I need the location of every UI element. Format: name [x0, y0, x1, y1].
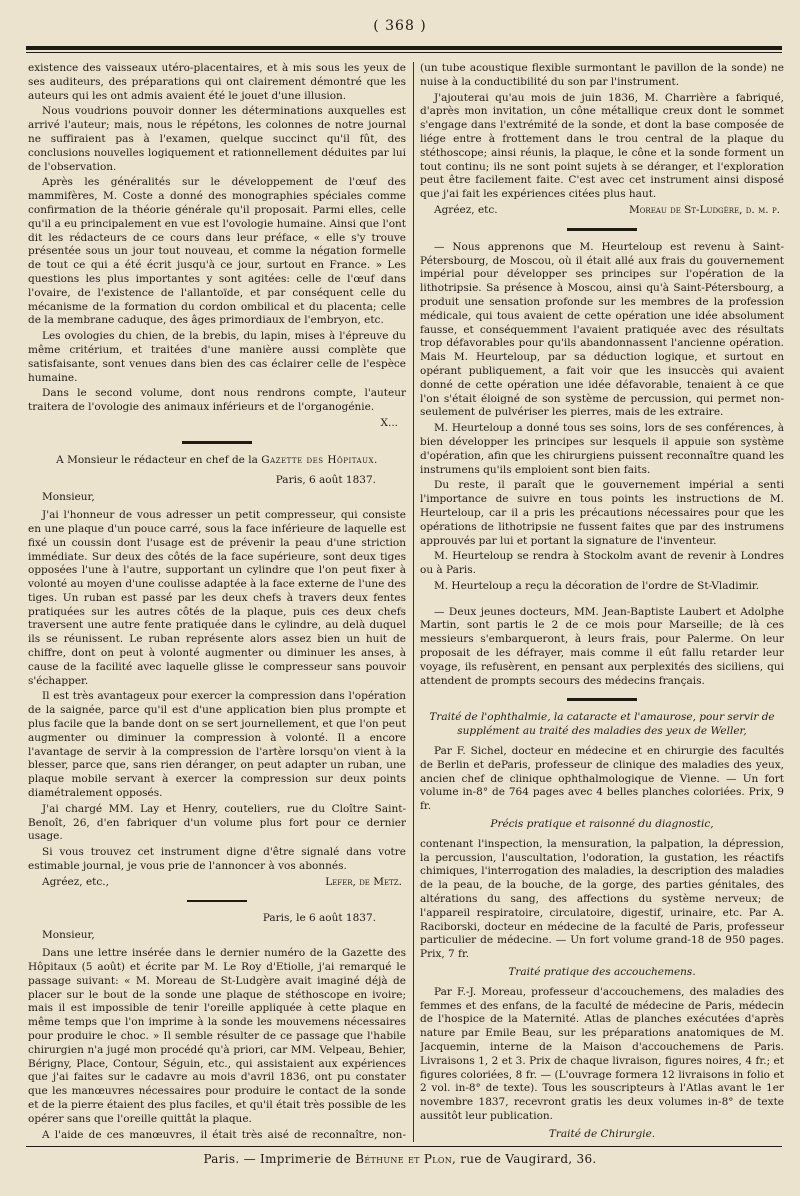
letter-date: Paris, 6 août 1837.	[275, 473, 376, 486]
page-number: ( 368 )	[373, 18, 427, 34]
paragraph: Dans une lettre insérée dans le dernier numéro de la Gazette des Hôpitaux (5 août) et écrite par M. Le Roy d'Etiolle, j'ai remarqué le passage suivant: « M. Moreau de St-Ludgère avait imaginé déjà de placer sur le bout de la sonde une plaque de stéthoscope en ivoire; mais il est impossible de tenir l'oreille appliquée à cette plaque en même temps que l'on imprime à la sonde les mouvemens nécessaires pour produire le choc. » Il semble résulter de ce passage que l'habile chirurgien n'a jugé mon procédé qu'à priori, car MM. Velpeau, Behier, Bérigny, Place, Contour, Séguin, etc., qui assistaient aux expériences que j'ai faites sur le cadavre au mois d'avril 1836, ont pu constater que les manœuvres nécessaires pour produire le contact de la sonde et de la pierre étaient des plus faciles, et qu'il était très possible de les opérer sans que l'oreille quittât la plaque.	[28, 947, 406, 1125]
paragraph: A l'aide de ces manœuvres, il était très aisé de reconnaître, non-	[42, 1128, 406, 1140]
news-paragraph: Du reste, il paraît que le gouvernement impérial a senti l'importance de suivre en tous points les instructions de M. Heurteloup, car il a pris les précautions nécessaires pour que les opérations de lithotripsie ne fussent faites que par des instrumens approuvés par lui et portant la signature de l'inventeur.	[420, 479, 784, 547]
left-column	[28, 62, 406, 1140]
letter-heading	[28, 454, 406, 468]
news-paragraph: — Deux jeunes docteurs, MM. Jean-Baptiste Laubert et Adolphe Martin, sont partis le 2 de ce mois pour Marseille; de là ces messieurs s'embarqueront, à leurs frais, pour Palerme. On leur proposait de les défrayer, mais comme il eût fallu retarder leur voyage, ils refusèrent, en pensant aux perplexités des siciliens, qui attendent de prompts secours des médecins français.	[420, 605, 784, 687]
paragraph: Les ovologies du chien, de la brebis, du lapin, mises à l'épreuve du même critérium, et traitées d'une manière aussi complète que satisfaisante, sont venues dans bien des cas éclairer celle de l'espèce humaine.	[28, 330, 406, 384]
paragraph: Dans le second volume, dont nous rendrons compte, l'auteur traitera de l'ovologie des animaux inférieurs et de l'organogénie.	[28, 387, 406, 414]
book-description: contenant l'inspection, la mensuration, la palpation, la dépression, la percussion, l'auscultation, l'odoration, la gustation, les réactifs chimiques, l'interrogation des maladies, la description des maladies de la peau, de la bouche, de la gorge, des parties génitales, des altérations du sang, des affections du système nerveux; de l'appareil respiratoire, circulatoire, digestif, urinaire, etc. Par A. Raciborski, docteur en médecine de la faculté de Paris, professeur particulier de médecine. — Un fort volume grand-18 de 950 pages. Prix, 7 fr.	[420, 837, 784, 961]
paragraph: Si vous trouvez cet instrument digne d'être signalé dans votre estimable journal, je vous prie de l'annoncer à vos abonnés.	[28, 846, 406, 873]
footer-rule	[26, 1146, 782, 1147]
letter-salutation: Monsieur,	[42, 929, 95, 942]
letter-closing	[420, 204, 784, 218]
journal-name: Gazette des Hôpitaux.	[261, 453, 378, 466]
section-separator	[187, 900, 247, 902]
paragraph: J'ajouterai qu'au mois de juin 1836, M. Charrière a fabriqué, d'après mon invitation, un cône métallique creux dont le sommet s'engage dans l'extrémité de la sonde, et dont la base composée de liége entre à frottement dans le trou central de la plaque du stéthoscope; ainsi réunis, la plaque, le cône et la sonde forment un tout continu; ils ne sont point sujets à se déranger, et l'exploration peut être facilement faite. C'est avec cet instrument ainsi disposé que j'ai fait les expériences citées plus haut.	[420, 91, 784, 201]
paragraph: Nous voudrions pouvoir donner les déterminations auxquelles est arrivé l'auteur; mais, nous le répétons, les colonnes de notre journal ne suffiraient pas à l'examen, quelque succinct qu'il fût, des conclusions nouvelles logiquement et rationnellement déduites par lui de l'observation.	[28, 105, 406, 173]
book-description: Par F.-J. Moreau, professeur d'accouchemens, des maladies des femmes et des enfans, de la faculté de médecine de Paris, médecin de l'hospice de la Maternité. Atlas de planches exécutées d'après nature par Emile Beau, sur les préparations anatomiques de M. Jacquemin, interne de la Maison d'accouchemens de Paris. Livraisons 1, 2 et 3. Prix de chaque livraison, figures noires, 4 fr.; et figures coloriées, 8 fr. — (L'ouvrage formera 12 livraisons in folio et 2 vol. in-8° de texte). Tous les souscripteurs à l'Atlas avant le 1er novembre 1837, recevront gratis les deux volumes in-8° de texte aussitôt leur publication.	[420, 985, 784, 1122]
right-column	[420, 62, 784, 1140]
header-rule-thin	[26, 52, 782, 53]
news-paragraph: M. Heurteloup a reçu la décoration de l'ordre de St-Vladimir.	[434, 579, 760, 592]
paragraph: Il est très avantageux pour exercer la compression dans l'opération de la saignée, parce qu'il est d'une application bien plus prompte et plus facile que la bande dont on se sert journellement, et que l'on peut augmenter ou diminuer la compression à volonté. Il a encore l'avantage de servir à la compression de l'artère lorsqu'on vient à la blesser, parce que, sans rien déranger, on peut adapter un ruban, une plaque mobile servant à exercer la compression sur deux points diamétralement opposés.	[28, 690, 406, 800]
signature: X...	[380, 416, 398, 429]
news-paragraph: M. Heurteloup a donné tous ses soins, lors de ses conférences, à bien développer les principes sur lesquels il appuie son système d'opération, afin que les chirurgiens puissent reconnaître quand les instrumens qu'ils emploient sont bien faits.	[420, 422, 784, 476]
paragraph: J'ai chargé MM. Lay et Henry, couteliers, rue du Cloître Saint-Benoît, 26, d'en fabriquer d'un volume plus fort pour ce dernier usage.	[28, 802, 406, 843]
imprint-footer	[0, 1152, 800, 1166]
closing-formula: Agréez, etc.	[434, 203, 498, 216]
imprint-address: rue de Vaugirard, 36.	[460, 1152, 597, 1166]
letter-date: Paris, le 6 août 1837.	[262, 911, 376, 924]
letter-signature: Lefer, de Metz.	[325, 875, 402, 888]
closing-formula: Agréez, etc.,	[42, 875, 109, 888]
header-rule	[26, 46, 782, 50]
book-title: Traité de Chirurgie.	[548, 1127, 656, 1140]
book-description: Par F. Sichel, docteur en médecine et en chirurgie des facultés de Berlin et deParis, professeur de clinique des maladies des yeux, ancien chef de clinique ophthalmologique de Vienne. — Un fort volume in-8° de 764 pages avec 4 belles planches coloriées. Prix, 9 fr.	[420, 745, 784, 813]
column-divider	[413, 62, 414, 1142]
letter-salutation: Monsieur,	[42, 491, 95, 504]
paragraph: (un tube acoustique flexible surmontant le pavillon de la sonde) ne nuise à la conductibilité du son par l'instrument.	[420, 62, 784, 88]
section-separator	[567, 698, 637, 701]
news-paragraph: — Nous apprenons que M. Heurteloup est revenu à Saint-Pétersbourg, de Moscou, où il était allé aux frais du gouvernement impérial pour développer ses principes sur l'opération de la lithotripsie. Sa présence à Moscou, ainsi qu'à Saint-Pétersbourg, a produit une sensation profonde sur les membres de la profession médicale, qui tous avaient de cette opération une idée absolument fausse, et conséquemment l'avaient pratiquée avec des résultats trop défavorables pour qu'ils abandonnassent l'ancienne opération. Mais M. Heurteloup, par sa déduction logique, et surtout en opérant publiquement, a fait voir que les insuccès qui avaient donné de cette opération une idée défavorable, tenaient à ce que l'on s'était éloigné de son système de percussion, qui permet non-seulement de pulvériser les pierres, mais de les extraire.	[420, 240, 784, 419]
paragraph: Après les généralités sur le développement de l'œuf des mammifères, M. Coste a donné des monographies spéciales comme confirmation de la théorie générale qu'il proposait. Parmi elles, celle qu'il a eu principalement en vue est l'ovologie humaine. Ainsi que l'ont dit les rédacteurs de ce cours dans leur préface, « elle s'y trouve présentée sous un jour tout nouveau, et comme la négation formelle de tout ce qui a été écrit jusqu'à ce jour, surtout en France. » Les questions les plus importantes y sont agitées: celle de l'œuf dans l'ovaire, de l'existence de l'allantoïde, et par conséquent celle du mécanisme de la formation du cordon ombilical et du placenta; celle de la membrane caduque, des âges primordiaux de l'embryon, etc.	[28, 176, 406, 327]
section-separator	[567, 228, 637, 231]
book-title: Précis pratique et raisonné du diagnostic,	[490, 818, 714, 831]
letter-heading-text: A Monsieur le rédacteur en chef de la	[56, 453, 258, 466]
book-title: Traité de l'ophthalmie, la cataracte et l'amaurose, pour servir de supplément au traité des maladies des yeux de Weller,	[429, 711, 775, 738]
paragraph: existence des vaisseaux utéro-placentaires, et à mis sous les yeux de ses auditeurs, des préparations qui ont clairement démontré que les auteurs qui les ont admis avaient été le jouet d'une illusion.	[28, 62, 406, 102]
imprint-text: Paris. — Imprimerie de	[203, 1152, 352, 1166]
news-paragraph: M. Heurteloup se rendra à Stockolm avant de revenir à Londres ou à Paris.	[420, 550, 784, 577]
book-title: Traité pratique des accouchemens.	[508, 966, 696, 979]
letter-closing	[28, 876, 406, 890]
paragraph: J'ai l'honneur de vous adresser un petit compresseur, qui consiste en une plaque d'un pouce carré, sous la face inférieure de laquelle est fixé un coussin dont l'usage est de prévenir la peau d'une striction immédiate. Sur deux des côtés de la face supérieure, sont deux tiges opposées l'une à l'autre, supportant un cylindre que l'on peut fixer à volonté au moyen d'une coulisse adaptée à la face externe de l'une des tiges. Un ruban est passé par les deux chefs à travers deux fentes pratiquées sur les autres côtés de la plaque, puis ces deux chefs traversent une autre fente pratiquée dans le cylindre, au delà duquel ils se réunissent. Le ruban représente alors assez bien un huit de chiffre, dont on peut à volonté augmenter ou diminuer les anses, à cause de la facilité avec laquelle glisse le compresseur sans pouvoir s'échapper.	[28, 509, 406, 687]
letter-signature: Moreau de St-Ludgère, d. m. p.	[628, 203, 780, 216]
printer-names: Béthune et Plon,	[355, 1152, 457, 1166]
section-separator	[182, 441, 252, 444]
